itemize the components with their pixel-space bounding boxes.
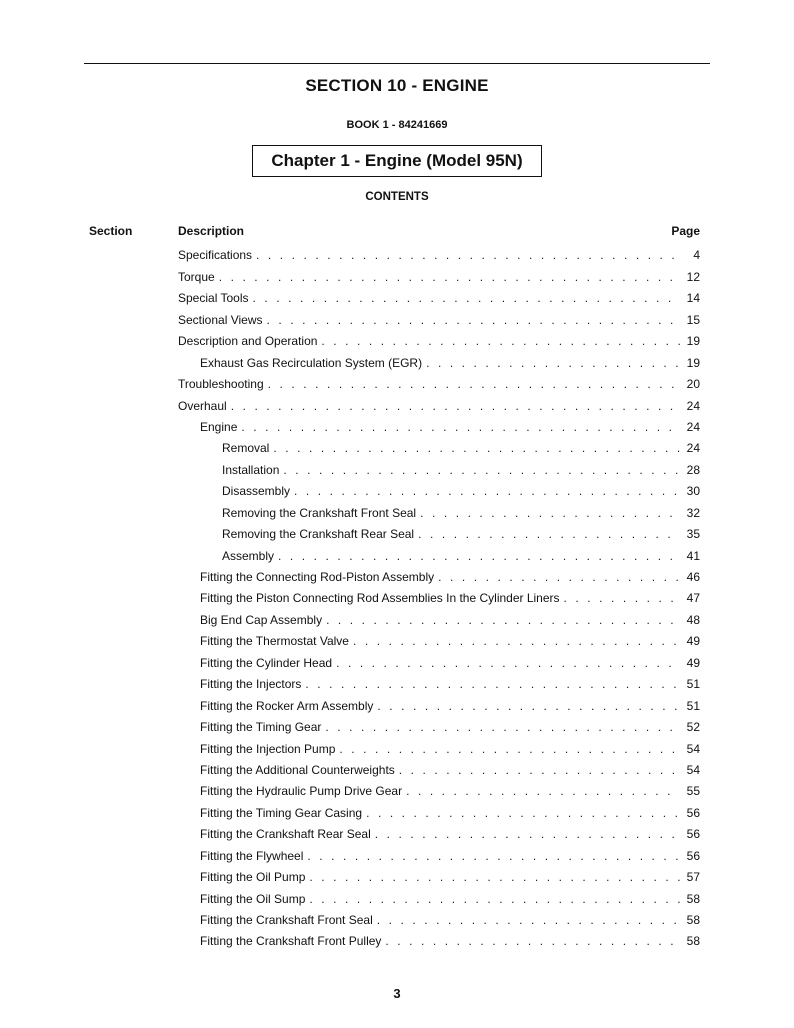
toc-entry-page: 56: [686, 805, 700, 820]
dot-leader: [353, 634, 680, 648]
dot-leader: [406, 784, 680, 798]
dot-leader: [273, 441, 680, 455]
toc-entry-page: 19: [686, 334, 700, 349]
toc-entry-title: Fitting the Crankshaft Rear Seal: [200, 827, 371, 842]
dot-leader: [438, 570, 680, 584]
top-rule: [84, 63, 710, 64]
toc-entry-title: Fitting the Thermostat Valve: [200, 634, 349, 649]
toc-entry-page: 56: [686, 848, 700, 863]
toc-list: [178, 243, 700, 950]
dot-leader: [231, 399, 680, 413]
toc-entry-title: Fitting the Cylinder Head: [200, 655, 333, 670]
dot-leader: [326, 613, 680, 627]
toc-entry-page: 20: [686, 377, 700, 392]
dot-leader: [418, 527, 680, 541]
toc-entry-title: Specifications: [178, 248, 253, 263]
toc-entry: [178, 736, 700, 757]
dot-leader: [305, 677, 680, 691]
toc-entry: [178, 607, 700, 628]
toc-entry: [178, 436, 700, 457]
toc-entry: [178, 500, 700, 521]
toc-entry-page: 57: [686, 870, 700, 885]
toc-entry: [178, 565, 700, 586]
toc-entry-page: 58: [686, 913, 700, 927]
book-number: BOOK 1 - 84241669: [346, 119, 448, 131]
toc-entry-page: 58: [686, 934, 700, 949]
toc-entry-page: 54: [686, 762, 700, 777]
dot-leader: [321, 334, 680, 348]
column-header-description: Description: [178, 224, 245, 238]
toc-entry: [178, 822, 700, 843]
dot-leader: [268, 377, 680, 391]
dot-leader: [377, 913, 680, 927]
toc-entry-title: Description and Operation: [178, 334, 318, 349]
toc-entry-page: 49: [686, 655, 700, 670]
toc-entry: [178, 243, 700, 264]
dot-leader: [564, 591, 680, 605]
toc-entry: [178, 307, 700, 328]
toc-entry-title: Fitting the Oil Sump: [200, 891, 306, 906]
toc-entry-page: 35: [686, 527, 700, 542]
toc-entry: [178, 586, 700, 607]
toc-entry-title: Special Tools: [178, 291, 249, 306]
dot-leader: [256, 248, 680, 262]
dot-leader: [325, 720, 680, 734]
toc-entry-page: 15: [686, 312, 700, 327]
chapter-title: Chapter 1 - Engine (Model 95N): [271, 151, 523, 170]
toc-entry-page: 24: [686, 441, 700, 456]
toc-entry-title: Fitting the Injection Pump: [200, 741, 336, 756]
toc-entry: [178, 779, 700, 800]
page-number: 3: [393, 986, 401, 1001]
toc-entry: [178, 393, 700, 414]
toc-entry-title: Removing the Crankshaft Front Seal: [222, 505, 417, 520]
toc-entry-title: Removing the Crankshaft Rear Seal: [222, 527, 415, 542]
toc-entry: [178, 800, 700, 821]
dot-leader: [385, 934, 680, 948]
contents-heading: CONTENTS: [365, 191, 429, 203]
toc-entry: [178, 629, 700, 650]
toc-entry-page: 46: [686, 570, 700, 584]
toc-entry: [178, 286, 700, 307]
toc-entry-page: 41: [686, 548, 700, 563]
toc-entry-page: 51: [686, 698, 700, 713]
toc-entry-title: Torque: [178, 269, 215, 284]
toc-entry: [178, 650, 700, 671]
toc-entry-title: Installation: [222, 462, 280, 477]
toc-entry-title: Fitting the Additional Counterweights: [200, 762, 395, 777]
dot-leader: [241, 420, 680, 434]
dot-leader: [294, 484, 680, 498]
toc-entry-title: Sectional Views: [178, 312, 263, 327]
toc-entry-page: 48: [686, 612, 700, 627]
dot-leader: [283, 463, 680, 477]
dot-leader: [307, 849, 680, 863]
section-title: SECTION 10 - ENGINE: [305, 76, 489, 95]
dot-leader: [219, 270, 680, 284]
toc-entry: [178, 715, 700, 736]
toc-entry-title: Fitting the Piston Connecting Rod Assemblies In the Cylinder Liners: [200, 591, 560, 606]
toc-entry-title: Troubleshooting: [178, 377, 264, 392]
toc-entry-page: 4: [693, 248, 700, 263]
toc-entry: [178, 672, 700, 693]
toc-entry-page: 19: [686, 355, 700, 370]
toc-entry-page: 54: [686, 741, 700, 756]
toc-entry-page: 56: [686, 827, 700, 842]
dot-leader: [399, 763, 680, 777]
toc-entry-title: Fitting the Hydraulic Pump Drive Gear: [200, 784, 403, 799]
toc-entry: [178, 758, 700, 779]
toc-entry-title: Fitting the Oil Pump: [200, 870, 306, 885]
toc-entry-page: 24: [686, 419, 700, 434]
toc-entry-page: 58: [686, 891, 700, 906]
toc-entry: [178, 543, 700, 564]
dot-leader: [309, 870, 680, 884]
toc-entry-page: 55: [686, 784, 700, 799]
toc-entry: [178, 693, 700, 714]
toc-entry-title: Fitting the Timing Gear Casing: [200, 805, 363, 820]
toc-entry: [178, 329, 700, 350]
dot-leader: [420, 506, 680, 520]
toc-entry-title: Assembly: [222, 548, 275, 563]
toc-entry-page: 47: [686, 591, 700, 606]
chapter-title-box: [252, 145, 542, 177]
toc-entry-page: 51: [686, 677, 700, 692]
toc-entry-title: Fitting the Flywheel: [200, 848, 304, 863]
toc-entry: [178, 843, 700, 864]
dot-leader: [336, 656, 680, 670]
toc-entry-title: Fitting the Connecting Rod-Piston Assembly: [200, 570, 435, 584]
dot-leader: [339, 742, 680, 756]
toc-entry-page: 49: [686, 634, 700, 649]
toc-entry-title: Removal: [222, 441, 270, 456]
toc-entry-title: Fitting the Crankshaft Front Pulley: [200, 934, 382, 949]
toc-entry-title: Disassembly: [222, 484, 291, 499]
toc-entry-title: Fitting the Rocker Arm Assembly: [200, 698, 374, 713]
toc-entry-title: Exhaust Gas Recirculation System (EGR): [200, 355, 423, 370]
dot-leader: [375, 827, 680, 841]
dot-leader: [278, 549, 680, 563]
toc-entry: [178, 415, 700, 436]
toc-entry-title: Big End Cap Assembly: [200, 612, 323, 627]
toc-entry-title: Fitting the Timing Gear: [200, 720, 322, 735]
toc-entry-page: 24: [686, 398, 700, 413]
column-header-page: Page: [671, 224, 700, 238]
toc-entry: [178, 886, 700, 907]
dot-leader: [366, 806, 680, 820]
toc-entry: [178, 908, 700, 929]
toc-entry-title: Overhaul: [178, 398, 227, 413]
toc-entry-title: Fitting the Injectors: [200, 677, 302, 692]
toc-entry: [178, 522, 700, 543]
dot-leader: [253, 291, 681, 305]
toc-entry: [178, 457, 700, 478]
toc-entry: [178, 264, 700, 285]
toc-entry-page: 30: [686, 484, 700, 499]
toc-entry-page: 14: [686, 291, 700, 306]
dot-leader: [426, 356, 680, 370]
toc-entry: [178, 865, 700, 886]
column-header-section: Section: [89, 224, 133, 238]
dot-leader: [377, 699, 680, 713]
toc-entry: [178, 372, 700, 393]
toc-entry-page: 28: [686, 462, 700, 477]
toc-entry-title: Engine: [200, 419, 238, 434]
toc-entry: [178, 479, 700, 500]
toc-entry-page: 52: [686, 720, 700, 735]
toc-entry-title: Fitting the Crankshaft Front Seal: [200, 913, 373, 927]
dot-leader: [309, 892, 680, 906]
toc-entry-page: 12: [686, 269, 700, 284]
dot-leader: [267, 313, 681, 327]
toc-entry: [178, 929, 700, 950]
toc-entry-page: 32: [686, 505, 700, 520]
toc-entry: [178, 350, 700, 371]
